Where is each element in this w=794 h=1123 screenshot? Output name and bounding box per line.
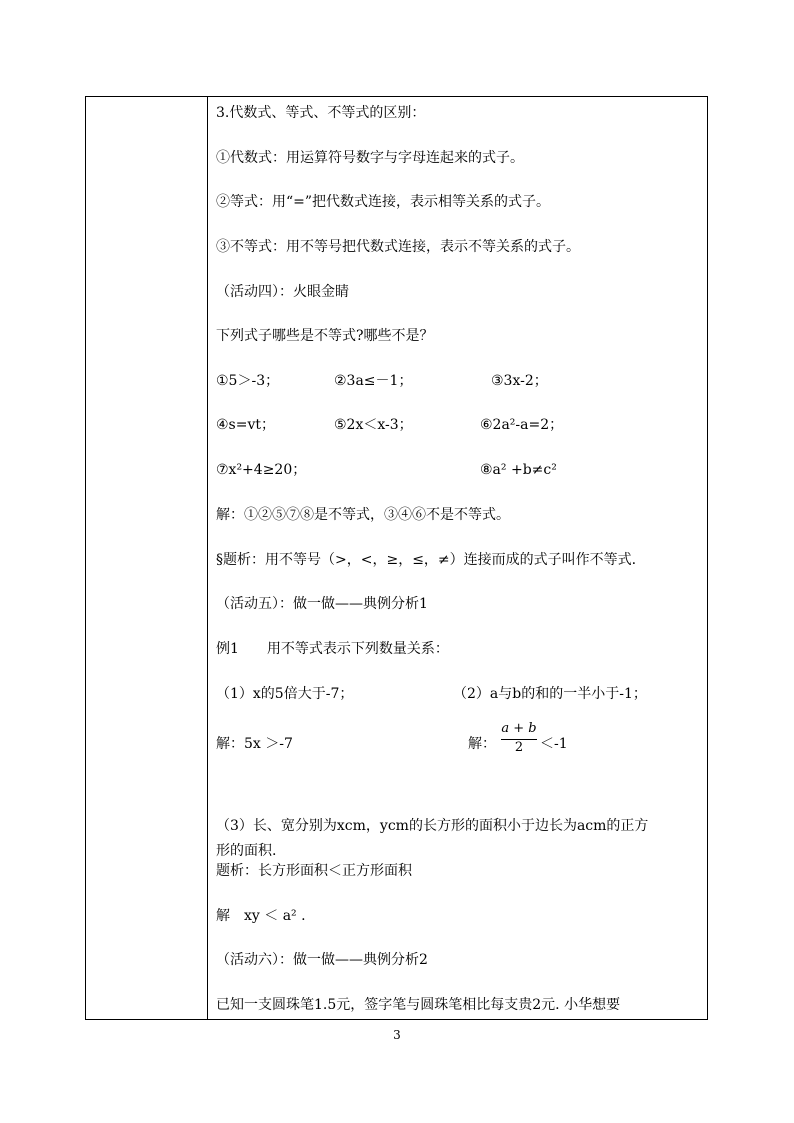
expression-item: ⑤2x＜x-3；: [334, 417, 413, 433]
answer-line: 解：①②⑤⑦⑧是不等式，③④⑥不是不等式。: [216, 507, 510, 523]
text-line: ③不等式：用不等号把代数式连接，表示不等关系的式子。: [216, 239, 580, 255]
analysis-line: §题析：用不等号（>，<，≥，≤，≠）连接而成的式子叫作不等式.: [216, 552, 637, 568]
expression-item: ⑦x²+4≥20；: [216, 462, 307, 478]
text-line: 形的面积.: [216, 843, 277, 859]
text-line: 3.代数式、等式、不等式的区别：: [216, 105, 426, 121]
fraction: [499, 721, 539, 761]
answer-line: 解 xy ＜ a² .: [216, 908, 306, 924]
expression-item: ①5＞-3；: [216, 373, 280, 389]
answer-prefix: 解：: [468, 736, 496, 752]
fraction-numerator: a + b: [501, 721, 537, 736]
column-divider: [207, 97, 208, 1019]
expression-item: ⑧a² +b≠c²: [480, 462, 557, 478]
activity-heading: （活动四）：火眼金睛: [216, 284, 349, 300]
activity-heading: （活动五）：做一做——典例分析1: [216, 596, 428, 612]
example-title: 例1 用不等式表示下列数量关系：: [216, 641, 449, 657]
expression-item: ③3x-2；: [491, 373, 548, 389]
text-line: 已知一支圆珠笔1.5元，签字笔与圆珠笔相比每支贵2元. 小华想要: [216, 997, 621, 1013]
expression-item: ②3a≤－1；: [334, 373, 413, 389]
text-line: ②等式：用“=”把代数式连接，表示相等关系的式子。: [216, 194, 551, 210]
page-number: 3: [393, 1028, 401, 1042]
analysis-line: 题析：长方形面积＜正方形面积: [216, 863, 412, 879]
answer-suffix: ＜-1: [540, 736, 568, 752]
expression-item: ④s=vt；: [216, 417, 276, 433]
question-line: 下列式子哪些是不等式?哪些不是？: [216, 328, 434, 344]
expression-item: ⑥2a²-a=2；: [480, 417, 564, 433]
question-item: （1）x的5倍大于-7；: [216, 686, 354, 702]
question-item: （2）a与b的和的一半小于-1；: [453, 686, 647, 702]
answer-item: 解：5x ＞-7: [216, 736, 293, 752]
text-line: ①代数式：用运算符号数字与字母连起来的式子。: [216, 150, 524, 166]
text-line: （3）长、宽分别为xcm，ycm的长方形的面积小于边长为acm的正方: [216, 818, 649, 834]
fraction-denominator: 2: [514, 740, 524, 755]
activity-heading: （活动六）：做一做——典例分析2: [216, 952, 428, 968]
